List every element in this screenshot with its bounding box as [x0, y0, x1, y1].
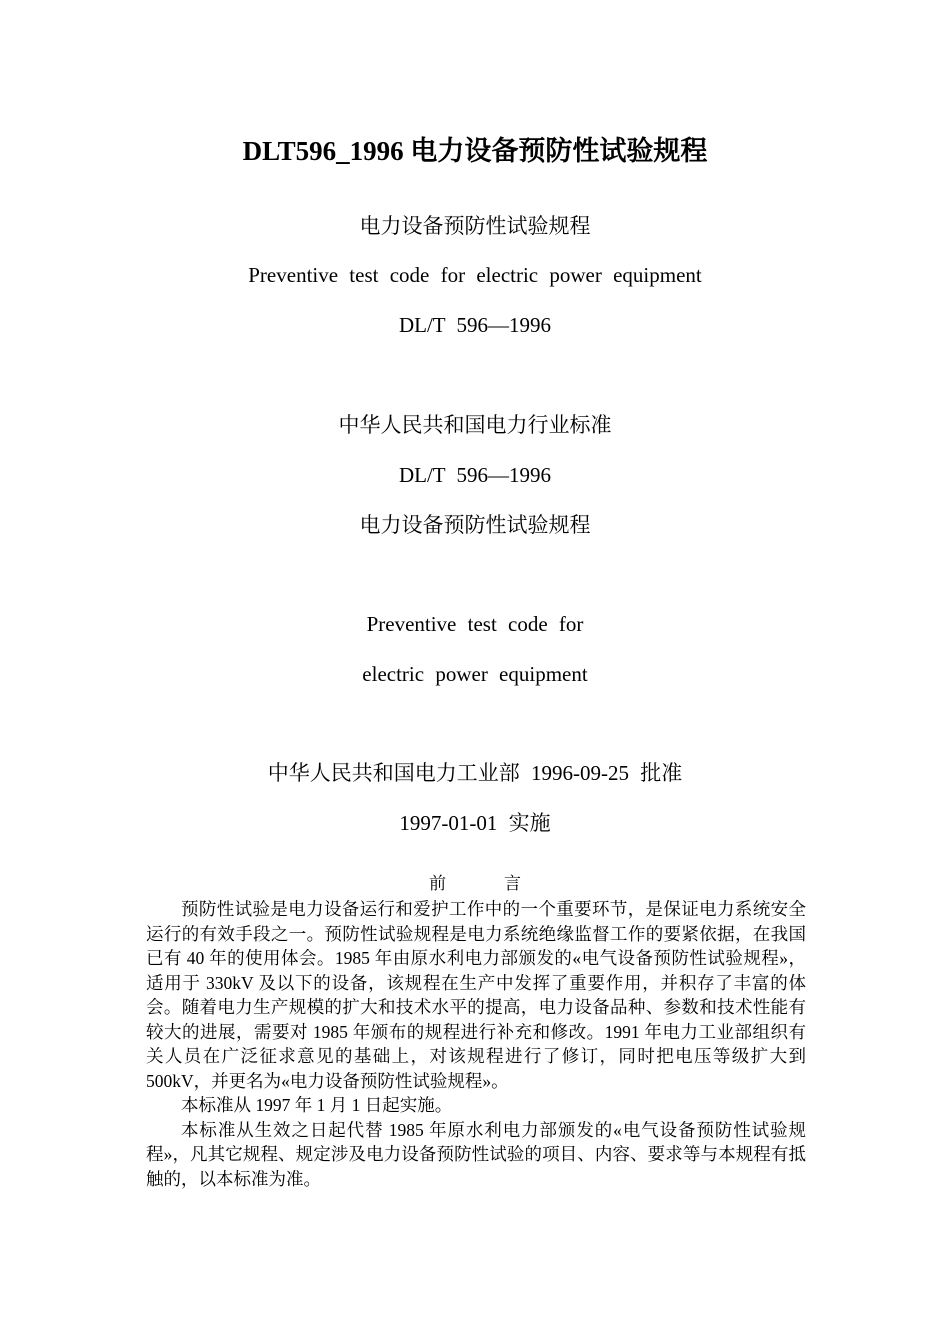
standard-title-english-line1: Preventive test code for [366, 612, 584, 636]
standard-category: 中华人民共和国电力行业标准 [338, 413, 612, 437]
standard-title-chinese: 电力设备预防性试验规程 [359, 513, 591, 537]
preface-paragraph: 本标准从生效之日起代替 1985 年原水利电力部颁发的«电气设备预防性试验规程»，凡其它规程、规定涉及电力设备预防性试验的项目、内容、要求等与本规程有抵触的，以本标准为准。 [146, 1119, 806, 1189]
preface-body [146, 897, 806, 1191]
preface-paragraph: 预防性试验是电力设备运行和爱护工作中的一个重要环节，是保证电力系统安全运行的有效手段之一。预防性试验规程是电力系统绝缘监督工作的要紧依据，在我国已有 40 年的使用体会。1985 年由原水利电力部颁发的«电气设备预防性试验规程»，适用于 330kV 及以下的设备，该规程在生产中发挥了重要作用，并积存了丰富的体会。随着电力生产规模的扩大和技术水平的提高，电力设备品种、参数和技术性能有较大的进展，需要对 1985 年颁布的规程进行补充和修改。1991 年电力工业部组织有关人员在广泛征求意见的基础上，对该规程进行了修订，同时把电压等级扩大到 500kV，并更名为«电力设备预防性试验规程»。 [146, 899, 806, 1091]
standard-number: DL/T 596—1996 [398, 463, 552, 487]
cover-title-english: Preventive test code for electric power equipment [248, 263, 702, 287]
preface-paragraph: 本标准从 1997 年 1 月 1 日起实施。 [181, 1095, 453, 1115]
preface-heading: 前言 [429, 874, 579, 893]
implementation-date: 1997-01-01 实施 [399, 811, 551, 835]
approval-info: 中华人民共和国电力工业部 1996-09-25 批准 [267, 761, 683, 785]
document-title: DLT596_1996 电力设备预防性试验规程 [242, 136, 708, 166]
cover-standard-number: DL/T 596—1996 [398, 313, 552, 337]
cover-title-chinese: 电力设备预防性试验规程 [359, 214, 591, 238]
standard-title-english-line2: electric power equipment [362, 662, 588, 686]
